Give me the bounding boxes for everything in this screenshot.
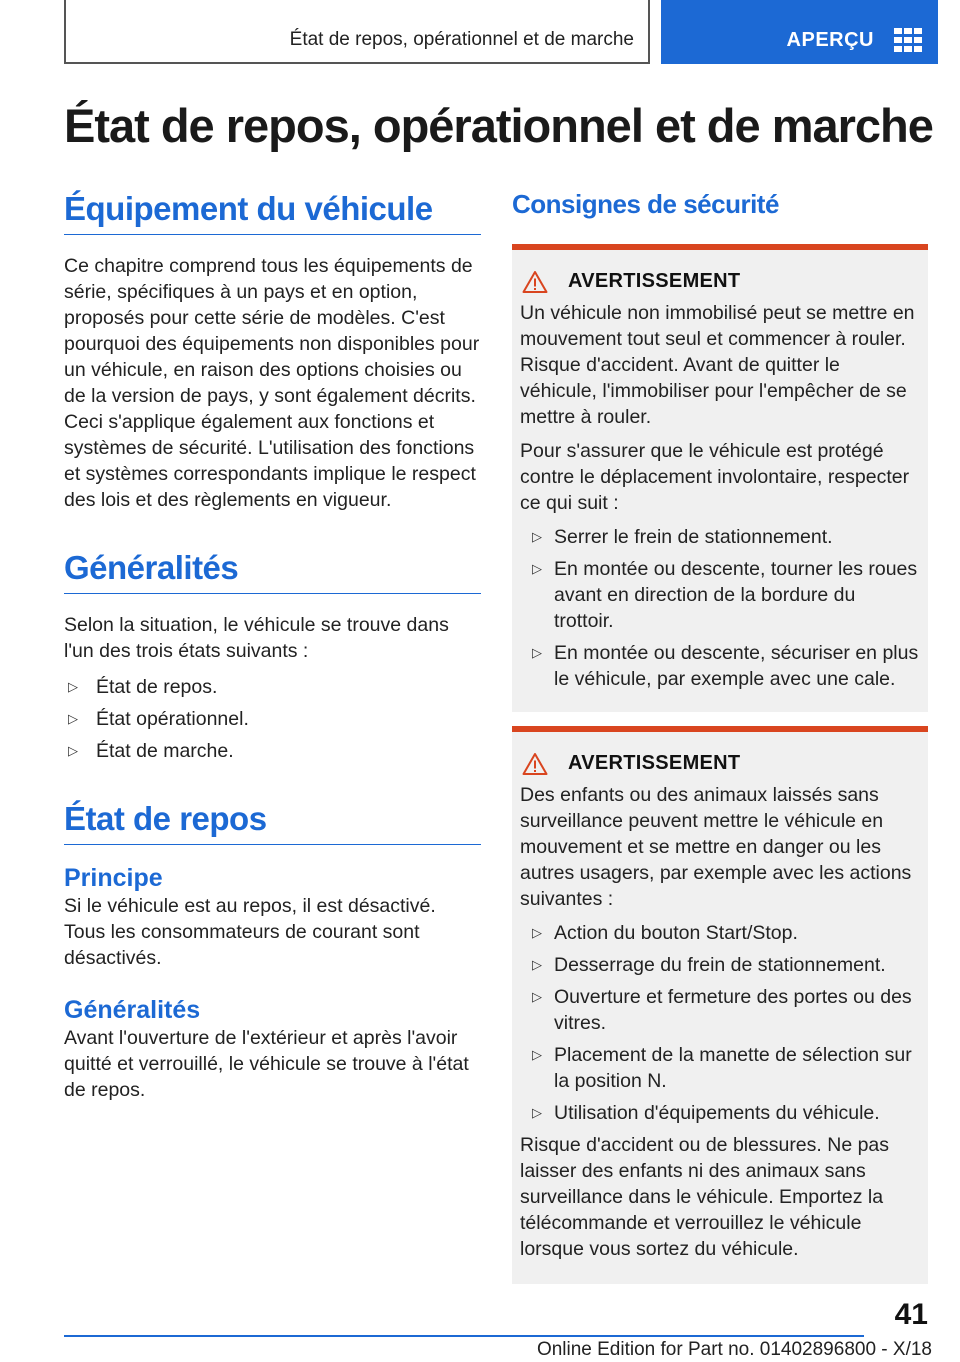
footer-edition: Online Edition for Part no. 01402896800 - X/18 — [536, 1339, 932, 1360]
list-item: ▷ Placement de la manette de sélection sur la position N. — [532, 1043, 912, 1092]
warning-triangle-icon — [522, 270, 548, 294]
list-item: ▷ Action du bouton Start/Stop. — [532, 921, 798, 944]
triangle-bullet-icon: ▷ — [532, 528, 542, 544]
triangle-bullet-icon: ▷ — [532, 956, 542, 972]
list-item: ▷ État de marche. — [68, 739, 234, 762]
triangle-bullet-icon: ▷ — [68, 742, 78, 758]
triangle-bullet-icon: ▷ — [532, 988, 542, 1004]
rest-generalities-text: Avant l'ouverture de l'extérieur et après l'avoir quitté et verrouillé, le véhicule se trouve à l'état de repos. — [64, 1026, 469, 1101]
warning-text: Des enfants ou des animaux laissés sans surveillance peuvent mettre le véhicule en mouvement et se mettre en danger ou les autres usagers, par exemple avec les actions suivantes : — [520, 783, 912, 910]
running-title: État de repos, opérationnel et de marche — [289, 29, 634, 50]
running-header — [64, 0, 650, 64]
triangle-bullet-icon: ▷ — [532, 1104, 542, 1120]
left-column — [64, 190, 481, 1113]
rest-state-heading: État de repos — [64, 800, 481, 845]
overview-tab[interactable] — [661, 0, 938, 64]
list-item: ▷ En montée ou descente, sécuriser en plus le véhicule, par exemple avec une cale. — [532, 641, 919, 690]
triangle-bullet-icon: ▷ — [532, 560, 542, 576]
equipment-text: Ce chapitre comprend tous les équipements de série, spécifiques à un pays et en option, proposés pour cette série de modèles. C'est pourquoi des équipements non disponibles pour un véhicule, en raison des options choisies ou de la version de pays, y sont également décrits. Ceci s'applique également aux fonctions et systèmes de sécurité. L'utilisation des fonctions et systèmes correspondants implique le respect des lois et des règlements en vigueur. — [64, 254, 480, 511]
triangle-bullet-icon: ▷ — [532, 1046, 542, 1062]
warning-list — [520, 920, 920, 1126]
footer-rule — [64, 1335, 864, 1337]
warning-title: AVERTISSEMENT — [568, 752, 741, 775]
warning-text: Risque d'accident ou de blessures. Ne pas laisser des enfants ni des animaux sans surveillance dans le véhicule. Emportez la télécommande et verrouillez le véhicule lorsque vous sortez du véhicule. — [520, 1133, 890, 1260]
page-title: État de repos, opérationnel et de marche — [64, 99, 933, 152]
right-column — [512, 190, 928, 1298]
warning-list — [520, 524, 920, 692]
rest-generalities-heading: Généralités — [64, 995, 201, 1024]
generalities-text: Selon la situation, le véhicule se trouve dans l'un des trois états suivants : — [64, 613, 449, 662]
list-item: ▷ Desserrage du frein de stationnement. — [532, 953, 886, 976]
page-number: 41 — [894, 1298, 928, 1331]
safety-heading: Consignes de sécurité — [512, 189, 779, 219]
warning-text: Un véhicule non immobilisé peut se mettre en mouvement tout seul et commencer à rouler. Risque d'accident. Avant de quitter le véhicule, l'immobiliser pour l'empêcher de se mettre à rouler. — [520, 301, 915, 428]
triangle-bullet-icon: ▷ — [532, 644, 542, 660]
equipment-heading: Équipement du véhicule — [64, 190, 481, 235]
triangle-bullet-icon: ▷ — [68, 678, 78, 694]
list-item: ▷ Utilisation d'équipements du véhicule. — [532, 1101, 880, 1124]
warning-text: Pour s'assurer que le véhicule est protégé contre le déplacement involontaire, respecter ce qui suit : — [520, 439, 910, 514]
triangle-bullet-icon: ▷ — [68, 710, 78, 726]
triangle-bullet-icon: ▷ — [532, 924, 542, 940]
warning-title: AVERTISSEMENT — [568, 270, 741, 293]
overview-tab-label: APERÇU — [786, 29, 874, 51]
list-item: ▷ En montée ou descente, tourner les roues avant en direction de la bordure du trottoir. — [532, 557, 918, 632]
principle-text: Si le véhicule est au repos, il est désactivé. Tous les consommateurs de courant sont désactivés. — [64, 894, 436, 969]
list-item: ▷ État de repos. — [68, 675, 218, 698]
generalities-heading: Généralités — [64, 549, 481, 594]
principle-heading: Principe — [64, 863, 163, 892]
list-item: ▷ Serrer le frein de stationnement. — [532, 525, 833, 548]
list-item: ▷ Ouverture et fermeture des portes ou des vitres. — [532, 985, 912, 1034]
warning-box-1 — [512, 250, 928, 712]
list-item: ▷ État opérationnel. — [68, 707, 249, 730]
warning-box-2 — [512, 732, 928, 1284]
states-list — [64, 674, 481, 764]
warning-triangle-icon — [522, 752, 548, 776]
grid-icon — [894, 28, 922, 54]
